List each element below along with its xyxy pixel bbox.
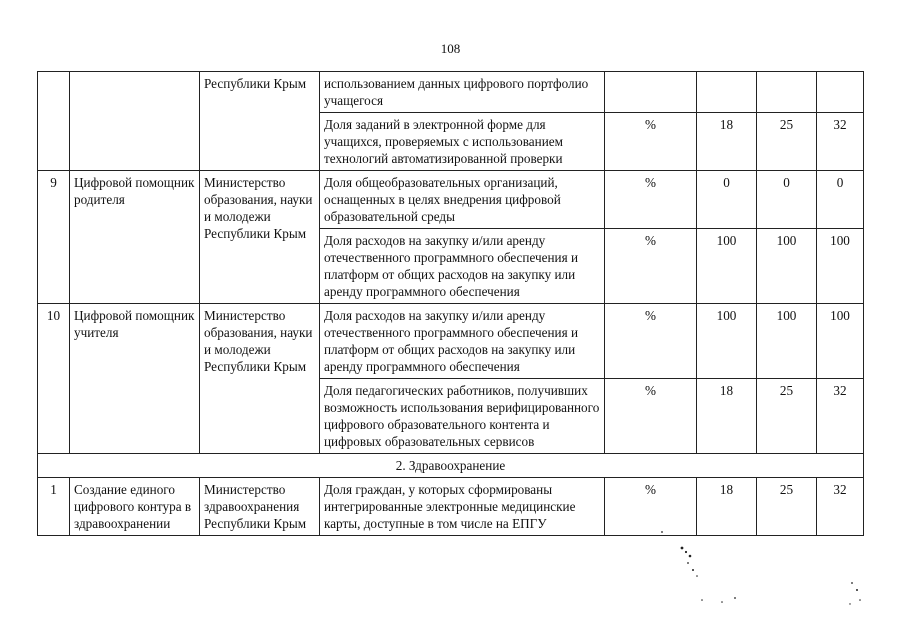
row-number-cell: 10 (38, 304, 70, 454)
org-cell: Республики Крым (200, 72, 320, 171)
project-name-cell: Цифровой помощник учителя (70, 304, 200, 454)
indicator-cell: Доля заданий в электронной форме для учащихся, проверяемых с использованием технологий автоматизированной проверки (320, 113, 605, 171)
value-cell: 100 (697, 304, 757, 379)
value-cell: 18 (697, 379, 757, 454)
value-cell (757, 72, 817, 113)
value-cell: 32 (817, 113, 864, 171)
unit-cell: % (605, 113, 697, 171)
project-name-cell: Создание единого цифрового контура в здравоохранении (70, 478, 200, 536)
row-number-cell: 9 (38, 171, 70, 304)
value-cell: 100 (817, 304, 864, 379)
unit-cell: % (605, 478, 697, 536)
indicator-cell: Доля расходов на закупку и/или аренду отечественного программного обеспечения и платформ от общих расходов на закупку или аренду программного обеспечения (320, 229, 605, 304)
indicator-cell: использованием данных цифрового портфолио учащегося (320, 72, 605, 113)
unit-cell: % (605, 379, 697, 454)
value-cell: 100 (757, 229, 817, 304)
value-cell: 0 (757, 171, 817, 229)
unit-cell: % (605, 304, 697, 379)
value-cell: 100 (697, 229, 757, 304)
value-cell: 32 (817, 379, 864, 454)
value-cell: 18 (697, 478, 757, 536)
row-number-cell: 1 (38, 478, 70, 536)
indicator-cell: Доля граждан, у которых сформированы интегрированные электронные медицинские карты, доступные в том числе на ЕПГУ (320, 478, 605, 536)
indicator-cell: Доля расходов на закупку и/или аренду отечественного программного обеспечения и платформ от общих расходов на закупку или аренду программного обеспечения (320, 304, 605, 379)
indicator-cell: Доля общеобразовательных организаций, оснащенных в целях внедрения цифровой образовательной среды (320, 171, 605, 229)
unit-cell: % (605, 229, 697, 304)
indicators-table (37, 71, 864, 536)
section-header-row (38, 454, 864, 478)
indicator-cell: Доля педагогических работников, получивших возможность использования верифицированного цифрового образовательного контента и цифровых образовательных сервисов (320, 379, 605, 454)
table-row (38, 171, 864, 229)
page-number: 108 (440, 41, 461, 56)
value-cell (697, 72, 757, 113)
project-name-cell (70, 72, 200, 171)
value-cell: 25 (757, 478, 817, 536)
value-cell: 25 (757, 113, 817, 171)
value-cell: 18 (697, 113, 757, 171)
org-cell: Министерство здравоохранения Республики Крым (200, 478, 320, 536)
table-row (38, 304, 864, 379)
value-cell (817, 72, 864, 113)
unit-cell: % (605, 171, 697, 229)
project-name-cell: Цифровой помощник родителя (70, 171, 200, 304)
table-row (38, 72, 864, 113)
value-cell: 0 (817, 171, 864, 229)
value-cell: 25 (757, 379, 817, 454)
unit-cell (605, 72, 697, 113)
section-title: 2. Здравоохранение (38, 454, 864, 478)
value-cell: 0 (697, 171, 757, 229)
value-cell: 100 (757, 304, 817, 379)
row-number-cell (38, 72, 70, 171)
org-cell: Министерство образования, науки и молодежи Республики Крым (200, 171, 320, 304)
table-row (38, 478, 864, 536)
org-cell: Министерство образования, науки и молодежи Республики Крым (200, 304, 320, 454)
value-cell: 32 (817, 478, 864, 536)
value-cell: 100 (817, 229, 864, 304)
